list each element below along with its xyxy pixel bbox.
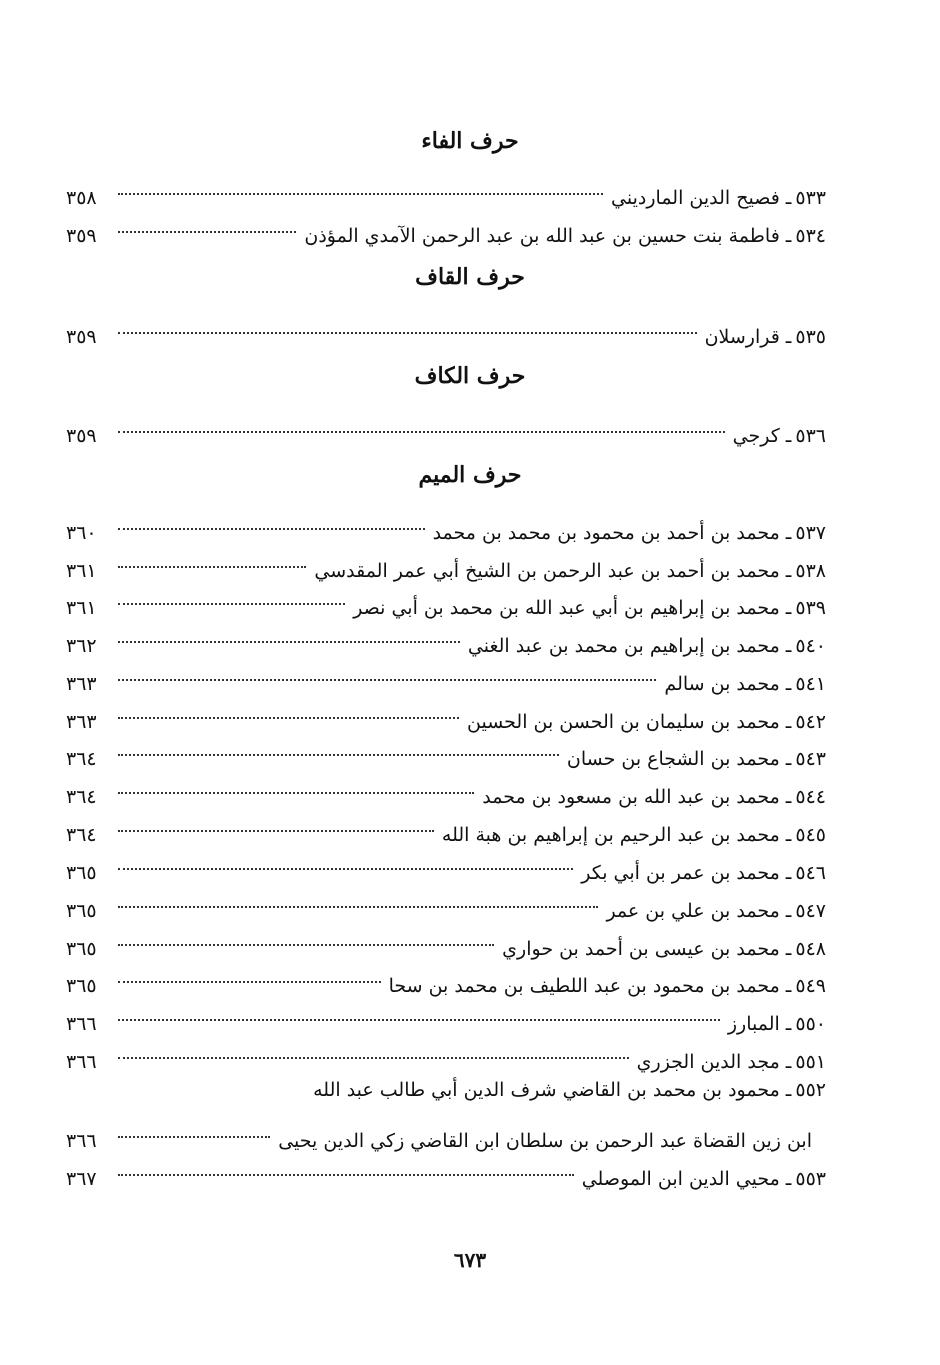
entry-page-number: ٣٦٤ <box>66 748 97 770</box>
entry-title: مجد الدين الجزري <box>636 1051 780 1073</box>
dot-leader <box>118 807 434 841</box>
entry-page-number: ٣٦٠ <box>66 522 97 544</box>
entry-title: فاطمة بنت حسين بن عبد الله بن عبد الرحمن الآمدي المؤذن <box>304 225 780 247</box>
entry-number: ٥٤٨ <box>795 938 826 960</box>
entry-page-number: ٣٦٦ <box>66 1130 97 1152</box>
index-entry <box>66 618 826 657</box>
entry-number: ٥٤٢ <box>795 711 826 733</box>
entry-title: كرجي <box>732 425 780 447</box>
index-entry <box>66 883 826 922</box>
entry-dash: ـ <box>785 786 792 808</box>
entry-number: ٥٣٣ <box>795 187 826 209</box>
entry-page-number: ٣٦٤ <box>66 824 97 846</box>
index-entry <box>66 958 826 997</box>
entry-page-number: ٣٦٢ <box>66 635 97 657</box>
dot-leader <box>118 580 345 614</box>
entry-title: محمد بن عبد الله بن مسعود بن محمد <box>482 786 780 808</box>
section-heading-fa: حرف الفاء <box>421 128 519 154</box>
entry-dash: ـ <box>785 824 792 846</box>
entry-page-number: ٣٥٨ <box>66 187 97 209</box>
entry-page-number: ٣٦٣ <box>66 711 97 733</box>
dot-leader <box>118 1151 574 1185</box>
dot-leader <box>118 618 460 652</box>
entry-dash: ـ <box>785 225 792 247</box>
index-entry <box>66 408 826 447</box>
entry-number: ٥٤٧ <box>795 900 826 922</box>
index-entry <box>66 731 826 770</box>
entry-dash: ـ <box>785 560 792 582</box>
entry-dash: ـ <box>785 425 792 447</box>
entry-title: محمد بن إبراهيم بن محمد بن عبد الغني <box>467 635 780 657</box>
entry-page-number: ٣٥٩ <box>66 326 97 348</box>
dot-leader <box>118 845 573 879</box>
entry-title: قرارسلان <box>704 326 780 348</box>
dot-leader <box>118 309 697 343</box>
entry-title: محمد بن سليمان بن الحسن بن الحسين <box>467 711 780 733</box>
dot-leader <box>118 656 656 690</box>
entry-number: ٥٥٢ <box>795 1079 826 1101</box>
entry-page-number: ٣٦٥ <box>66 862 97 884</box>
entry-page-number: ٣٦٥ <box>66 975 97 997</box>
entry-dash: ـ <box>785 748 792 770</box>
entry-number: ٥٤٠ <box>795 635 826 657</box>
entry-title: محمد بن عيسى بن أحمد بن حواري <box>502 938 780 960</box>
dot-leader <box>118 208 296 242</box>
index-entry <box>66 807 826 846</box>
entry-number: ٥٣٨ <box>795 560 826 582</box>
dot-leader <box>118 1113 270 1147</box>
entry-number: ٥٣٥ <box>795 326 826 348</box>
index-entry <box>66 996 826 1035</box>
dot-leader <box>118 408 725 442</box>
index-entry <box>66 694 826 733</box>
entry-page-number: ٣٦١ <box>66 597 97 619</box>
index-entry <box>66 505 826 544</box>
entry-page-number: ٣٦٣ <box>66 673 97 695</box>
index-entry <box>66 309 826 348</box>
dot-leader <box>118 505 425 539</box>
entry-page-number: ٣٦٤ <box>66 786 97 808</box>
entry-dash: ـ <box>785 597 792 619</box>
dot-leader <box>118 958 381 992</box>
entry-title: محمود بن محمد بن القاضي شرف الدين أبي طالب عبد الله <box>313 1079 780 1101</box>
dot-leader <box>118 921 494 955</box>
entry-dash: ـ <box>785 1168 792 1190</box>
entry-title: محمد بن الشجاع بن حسان <box>566 748 780 770</box>
entry-page-number: ٣٦٦ <box>66 1051 97 1073</box>
entry-dash: ـ <box>785 187 792 209</box>
index-entry <box>66 1151 826 1190</box>
entry-number: ٥٤٣ <box>795 748 826 770</box>
entry-title: محمد بن علي بن عمر <box>606 900 780 922</box>
entry-title: المبارز <box>727 1013 780 1035</box>
entry-page-number: ٣٦٦ <box>66 1013 97 1035</box>
index-entry <box>66 1034 826 1073</box>
entry-number: ٥٣٦ <box>795 425 826 447</box>
entry-dash: ـ <box>785 673 792 695</box>
dot-leader <box>118 1034 629 1068</box>
entry-dash: ـ <box>785 635 792 657</box>
index-entry <box>66 170 826 209</box>
dot-leader <box>118 543 306 577</box>
entry-dash: ـ <box>785 975 792 997</box>
index-entry <box>66 769 826 808</box>
entry-number: ٥٤١ <box>795 673 826 695</box>
section-heading-mim: حرف الميم <box>418 462 522 488</box>
entry-title: محمد بن أحمد بن عبد الرحمن بن الشيخ أبي عمر المقدسي <box>314 560 780 582</box>
entry-number: ٥٤٤ <box>795 786 826 808</box>
dot-leader <box>118 883 598 917</box>
dot-leader <box>118 996 720 1030</box>
dot-leader <box>118 731 559 765</box>
dot-leader <box>118 694 459 728</box>
entry-number: ٥٤٩ <box>795 975 826 997</box>
entry-page-number: ٣٦١ <box>66 560 97 582</box>
entry-title: محيي الدين ابن الموصلي <box>581 1168 780 1190</box>
index-entry <box>66 845 826 884</box>
entry-dash: ـ <box>785 1013 792 1035</box>
entry-number: ٥٥٣ <box>795 1168 826 1190</box>
entry-title: محمد بن عبد الرحيم بن إبراهيم بن هبة الله <box>441 824 780 846</box>
index-entry-continuation <box>66 1113 826 1152</box>
index-entry <box>66 208 826 247</box>
entry-number: ٥٣٧ <box>795 522 826 544</box>
entry-title-continuation: ابن زين القضاة عبد الرحمن بن سلطان ابن القاضي زكي الدين يحيى <box>278 1130 812 1152</box>
entry-page-number: ٣٦٥ <box>66 900 97 922</box>
entry-title: محمد بن سالم <box>664 673 780 695</box>
entry-page-number: ٣٦٥ <box>66 938 97 960</box>
entry-number: ٥٥١ <box>795 1051 826 1073</box>
entry-dash: ـ <box>785 711 792 733</box>
entry-title: محمد بن أحمد بن محمود بن محمد بن محمد <box>432 522 780 544</box>
index-entry <box>66 656 826 695</box>
dot-leader <box>118 769 474 803</box>
entry-dash: ـ <box>785 862 792 884</box>
section-heading-qaf: حرف القاف <box>415 264 525 290</box>
entry-dash: ـ <box>785 1079 792 1101</box>
page-number-footer: ٦٧٣ <box>453 1248 487 1272</box>
entry-title: محمد بن إبراهيم بن أبي عبد الله بن محمد بن أبي نصر <box>353 597 780 619</box>
entry-page-number: ٣٥٩ <box>66 425 97 447</box>
section-heading-kaf: حرف الكاف <box>414 363 526 389</box>
entry-dash: ـ <box>785 522 792 544</box>
index-entry <box>66 921 826 960</box>
index-entry <box>66 543 826 582</box>
entry-dash: ـ <box>785 326 792 348</box>
entry-number: ٥٥٠ <box>795 1013 826 1035</box>
entry-number: ٥٣٤ <box>795 225 826 247</box>
entry-title: محمد بن محمود بن عبد اللطيف بن محمد بن سحا <box>388 975 780 997</box>
entry-page-number: ٣٦٧ <box>66 1168 97 1190</box>
entry-title: محمد بن عمر بن أبي بكر <box>581 862 780 884</box>
entry-title: فصيح الدين المارديني <box>611 187 780 209</box>
index-entry <box>66 580 826 619</box>
entry-dash: ـ <box>785 938 792 960</box>
entry-number: ٥٤٦ <box>795 862 826 884</box>
entry-number: ٥٤٥ <box>795 824 826 846</box>
entry-page-number: ٣٥٩ <box>66 225 97 247</box>
entry-dash: ـ <box>785 900 792 922</box>
entry-number: ٥٣٩ <box>795 597 826 619</box>
index-entry <box>66 1073 826 1107</box>
entry-dash: ـ <box>785 1051 792 1073</box>
dot-leader <box>118 170 603 204</box>
